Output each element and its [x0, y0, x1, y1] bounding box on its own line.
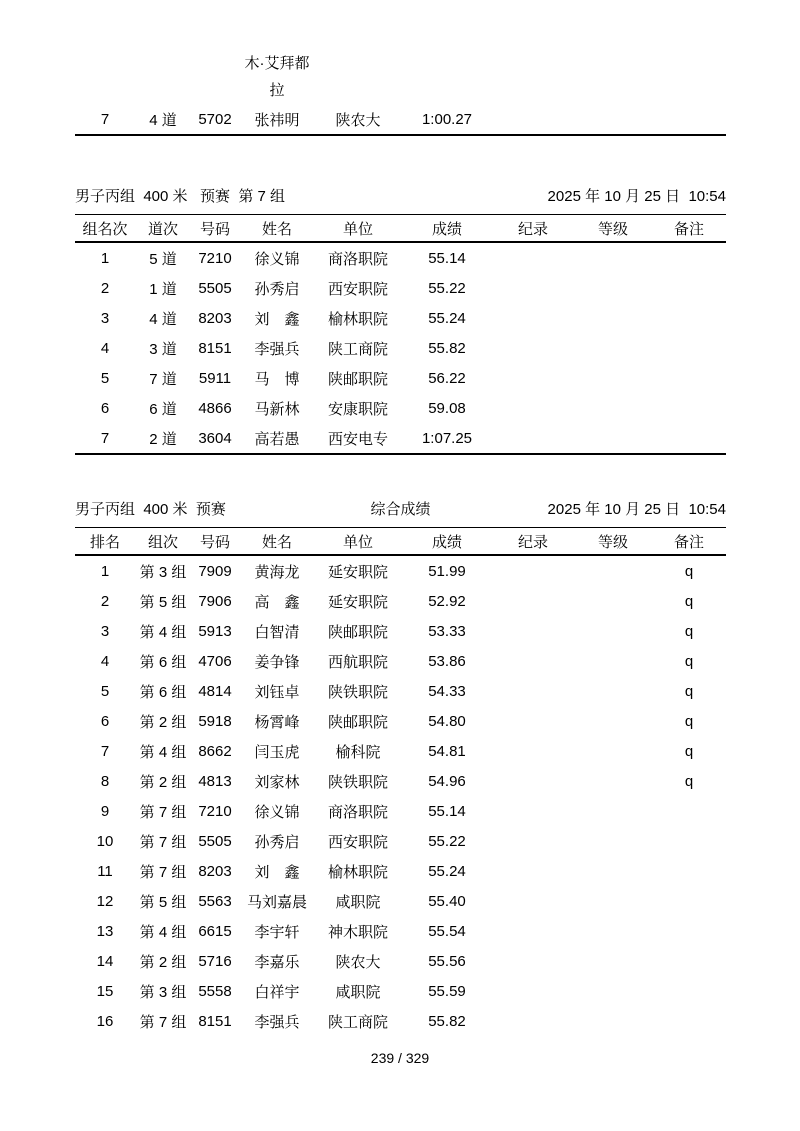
- table-cell: 李强兵: [254, 340, 300, 358]
- table-cell: 延安职院: [327, 593, 388, 611]
- combined-table-body: [75, 556, 726, 1036]
- table-cell: 10: [96, 832, 114, 850]
- table-cell: 第 4 组: [139, 623, 187, 641]
- table-cell: q: [684, 712, 694, 730]
- table-row: [75, 676, 726, 706]
- table-cell: 53.86: [428, 652, 466, 670]
- table-cell: 55.24: [428, 862, 466, 880]
- table-cell: 高若愚: [254, 430, 300, 448]
- table-cell: 4706: [198, 652, 232, 670]
- table-cell: 55.40: [428, 892, 466, 910]
- table-cell: 5563: [198, 892, 232, 910]
- table-cell: 李嘉乐: [254, 953, 300, 971]
- column-header: 成绩: [431, 533, 462, 551]
- table-cell: 4: [100, 339, 110, 357]
- table-cell: 马 博: [254, 370, 300, 388]
- table-cell: 1:07.25: [421, 429, 473, 447]
- table-cell: 西安职院: [327, 280, 388, 298]
- table-cell: 刘家林: [254, 773, 300, 791]
- table-cell: 第 6 组: [139, 653, 187, 671]
- table-cell: 延安职院: [327, 563, 388, 581]
- table-cell: 55.82: [428, 1012, 466, 1030]
- table-cell: 54.80: [428, 712, 466, 730]
- table-cell: 4 道: [149, 111, 177, 129]
- heat-table-body: [75, 243, 726, 455]
- table-cell: 55.56: [428, 952, 466, 970]
- table-cell: 闫玉虎: [254, 743, 300, 761]
- table-cell: 陕邮职院: [327, 623, 388, 641]
- table-cell: 孙秀启: [254, 833, 300, 851]
- column-header: 姓名: [261, 220, 292, 238]
- column-header: 等级: [597, 220, 628, 238]
- table-cell: 8: [100, 772, 110, 790]
- table-cell: 52.92: [428, 592, 466, 610]
- column-header: 组次: [147, 533, 178, 551]
- table-row: [75, 826, 726, 856]
- column-header: 排名: [89, 533, 120, 551]
- table-cell: 神木职院: [327, 923, 388, 941]
- table-cell: 8203: [198, 862, 232, 880]
- table-cell: 9: [100, 802, 110, 820]
- table-cell: 4814: [198, 682, 232, 700]
- table-cell: 3: [100, 309, 110, 327]
- table-cell: 55.59: [428, 982, 466, 1000]
- table-cell: 4 道: [149, 310, 177, 328]
- table-cell: 5702: [198, 110, 232, 128]
- table-cell: 李强兵: [254, 1013, 300, 1031]
- table-cell: 5505: [198, 279, 232, 297]
- table-cell: 咸职院: [335, 893, 381, 911]
- table-row: [75, 243, 726, 273]
- table-cell: 李宇轩: [254, 923, 300, 941]
- table-cell: q: [684, 592, 694, 610]
- table-cell: 4: [100, 652, 110, 670]
- table-cell: 1: [100, 249, 110, 267]
- table-cell: 刘钰卓: [254, 683, 300, 701]
- table-cell: 第 2 组: [139, 773, 187, 791]
- table-cell: 7210: [198, 802, 232, 820]
- table-cell: 7909: [198, 562, 232, 580]
- combined-header-row: [75, 528, 726, 554]
- table-cell: 榆科院: [335, 743, 381, 761]
- combined-table-head: [75, 527, 726, 556]
- table-row: [75, 706, 726, 736]
- table-cell: 陕铁职院: [327, 773, 388, 791]
- table-cell: 2 道: [149, 430, 177, 448]
- table-cell: 第 3 组: [139, 983, 187, 1001]
- table-cell: 1 道: [149, 280, 177, 298]
- column-header: 等级: [597, 533, 628, 551]
- table-cell: 3 道: [149, 340, 177, 358]
- table-cell: 5505: [198, 832, 232, 850]
- heat-section: [0, 184, 800, 455]
- table-row: [75, 616, 726, 646]
- table-cell: 53.33: [428, 622, 466, 640]
- table-cell: 4866: [198, 399, 232, 417]
- table-cell: 7: [100, 110, 110, 128]
- table-cell: 16: [96, 1012, 114, 1030]
- column-header: 单位: [342, 533, 373, 551]
- table-cell: 6: [100, 399, 110, 417]
- heat-table: [75, 214, 726, 455]
- wrapped-name-line-1: 木·艾拜都: [244, 55, 310, 72]
- table-cell: 咸职院: [335, 983, 381, 1001]
- table-cell: q: [684, 742, 694, 760]
- table-cell: 56.22: [428, 369, 466, 387]
- table-cell: 8203: [198, 309, 232, 327]
- table-row: [75, 104, 726, 134]
- column-header: 纪录: [517, 533, 548, 551]
- table-row: [75, 736, 726, 766]
- table-cell: 7906: [198, 592, 232, 610]
- table-cell: q: [684, 562, 694, 580]
- table-cell: 5911: [198, 369, 232, 387]
- heat-title: 男子丙组 400 米 预赛 第 7 组: [75, 188, 286, 205]
- table-cell: 13: [96, 922, 114, 940]
- table-cell: 马新林: [254, 400, 300, 418]
- table-cell: 孙秀启: [254, 280, 300, 298]
- table-row: [75, 303, 726, 333]
- table-cell: 5: [100, 369, 110, 387]
- table-cell: 陕农大: [335, 111, 381, 129]
- table-cell: 刘 鑫: [254, 310, 300, 328]
- column-header: 号码: [199, 220, 230, 238]
- wrapped-athlete-name: [239, 50, 315, 104]
- table-cell: 第 5 组: [139, 593, 187, 611]
- combined-results-section: [0, 497, 800, 1036]
- table-row: [75, 856, 726, 886]
- table-cell: 2: [100, 592, 110, 610]
- table-cell: 55.82: [428, 339, 466, 357]
- table-cell: 第 2 组: [139, 953, 187, 971]
- table-row: [75, 1006, 726, 1036]
- table-cell: 6: [100, 712, 110, 730]
- table-cell: q: [684, 652, 694, 670]
- table-cell: 第 3 组: [139, 563, 187, 581]
- page-number: 239 / 329: [370, 1050, 430, 1066]
- table-cell: 高 鑫: [254, 593, 300, 611]
- column-header: 成绩: [431, 220, 462, 238]
- table-cell: 8151: [198, 339, 232, 357]
- table-row: [75, 273, 726, 303]
- table-cell: 51.99: [428, 562, 466, 580]
- table-cell: 徐义锦: [254, 250, 300, 268]
- combined-title: 男子丙组 400 米 预赛: [75, 501, 226, 518]
- table-cell: 榆林职院: [327, 310, 388, 328]
- table-cell: q: [684, 682, 694, 700]
- table-cell: 11: [97, 862, 113, 880]
- table-cell: 7 道: [149, 370, 177, 388]
- combined-table: [75, 527, 726, 1036]
- table-cell: 14: [96, 952, 114, 970]
- combined-section-header: [75, 497, 726, 519]
- combined-subtitle: 综合成绩: [370, 501, 431, 518]
- heat-section-header: [75, 184, 726, 206]
- table-cell: 8662: [198, 742, 232, 760]
- table-cell: 3604: [198, 429, 232, 447]
- table-cell: 第 7 组: [139, 1013, 187, 1031]
- column-header: 道次: [147, 220, 178, 238]
- table-row: [75, 393, 726, 423]
- table-cell: 姜争锋: [254, 653, 300, 671]
- column-header: 纪录: [517, 220, 548, 238]
- table-cell: q: [684, 622, 694, 640]
- table-cell: 4813: [198, 772, 232, 790]
- table-cell: 杨霄峰: [254, 713, 300, 731]
- table-row: [75, 586, 726, 616]
- table-cell: 陕邮职院: [327, 370, 388, 388]
- table-cell: 5716: [198, 952, 232, 970]
- table-row: [75, 886, 726, 916]
- table-cell: 陕工商院: [327, 1013, 388, 1031]
- table-cell: 白智清: [254, 623, 300, 641]
- table-cell: 59.08: [428, 399, 466, 417]
- column-header: 备注: [673, 533, 704, 551]
- column-header: 组名次: [82, 220, 128, 238]
- table-cell: 54.33: [428, 682, 466, 700]
- table-cell: 陕农大: [335, 953, 381, 971]
- table-cell: 5558: [198, 982, 232, 1000]
- table-cell: 商洛职院: [327, 803, 388, 821]
- table-cell: 54.96: [428, 772, 466, 790]
- table-cell: 白祥宇: [254, 983, 300, 1001]
- table-row: [75, 646, 726, 676]
- table-cell: 15: [96, 982, 114, 1000]
- table-cell: 第 6 组: [139, 683, 187, 701]
- table-cell: 西安职院: [327, 833, 388, 851]
- table-cell: 刘 鑫: [254, 863, 300, 881]
- table-cell: 马刘嘉晨: [246, 893, 307, 911]
- column-header: 备注: [673, 220, 704, 238]
- table-cell: 第 4 组: [139, 923, 187, 941]
- table-row: [75, 796, 726, 826]
- table-cell: 55.54: [428, 922, 466, 940]
- table-cell: 商洛职院: [327, 250, 388, 268]
- table-cell: 第 7 组: [139, 833, 187, 851]
- table-cell: 陕铁职院: [327, 683, 388, 701]
- table-cell: 55.24: [428, 309, 466, 327]
- table-cell: 55.14: [428, 802, 466, 820]
- table-cell: 6615: [198, 922, 232, 940]
- column-header: 姓名: [261, 533, 292, 551]
- table-row: [75, 976, 726, 1006]
- heat-datetime: 2025 年 10 月 25 日 10:54: [547, 188, 726, 205]
- table-cell: 第 5 组: [139, 893, 187, 911]
- table-cell: 55.14: [428, 249, 466, 267]
- table-cell: 西航职院: [327, 653, 388, 671]
- wrapped-name-line-2: 拉: [269, 82, 285, 99]
- continuation-rows: [75, 104, 726, 134]
- table-row: [75, 423, 726, 453]
- table-cell: 第 2 组: [139, 713, 187, 731]
- table-row: [75, 363, 726, 393]
- table-cell: 1: [100, 562, 110, 580]
- table-cell: 5913: [198, 622, 232, 640]
- column-header: 单位: [342, 220, 373, 238]
- table-cell: 3: [100, 622, 110, 640]
- table-cell: 12: [96, 892, 114, 910]
- table-cell: 55.22: [428, 279, 466, 297]
- table-cell: 第 7 组: [139, 803, 187, 821]
- table-cell: 安康职院: [327, 400, 388, 418]
- table-cell: 5: [100, 682, 110, 700]
- table-row: [75, 556, 726, 586]
- table-row: [75, 946, 726, 976]
- column-header: 号码: [199, 533, 230, 551]
- table-cell: 2: [100, 279, 110, 297]
- table-cell: 7: [100, 429, 110, 447]
- table-cell: 55.22: [428, 832, 466, 850]
- table-cell: 黄海龙: [254, 563, 300, 581]
- table-cell: 5 道: [149, 250, 177, 268]
- table-cell: q: [684, 772, 694, 790]
- table-cell: 5918: [198, 712, 232, 730]
- combined-datetime: 2025 年 10 月 25 日 10:54: [547, 501, 726, 518]
- table-cell: 第 4 组: [139, 743, 187, 761]
- table-cell: 徐义锦: [254, 803, 300, 821]
- table-cell: 1:00.27: [421, 110, 473, 128]
- table-cell: 7: [100, 742, 110, 760]
- table-cell: 陕邮职院: [327, 713, 388, 731]
- table-row: [75, 333, 726, 363]
- table-cell: 8151: [198, 1012, 232, 1030]
- heat-table-head: [75, 214, 726, 243]
- table-cell: 陕工商院: [327, 340, 388, 358]
- table-cell: 张祎明: [254, 111, 300, 129]
- table-cell: 榆林职院: [327, 863, 388, 881]
- table-cell: 7210: [198, 249, 232, 267]
- table-row: [75, 916, 726, 946]
- table-cell: 54.81: [428, 742, 466, 760]
- table-cell: 6 道: [149, 400, 177, 418]
- table-row: [75, 766, 726, 796]
- table-cell: 第 7 组: [139, 863, 187, 881]
- heat-header-row: [75, 215, 726, 241]
- continuation-table: [75, 0, 726, 136]
- table-cell: 西安电专: [327, 430, 388, 448]
